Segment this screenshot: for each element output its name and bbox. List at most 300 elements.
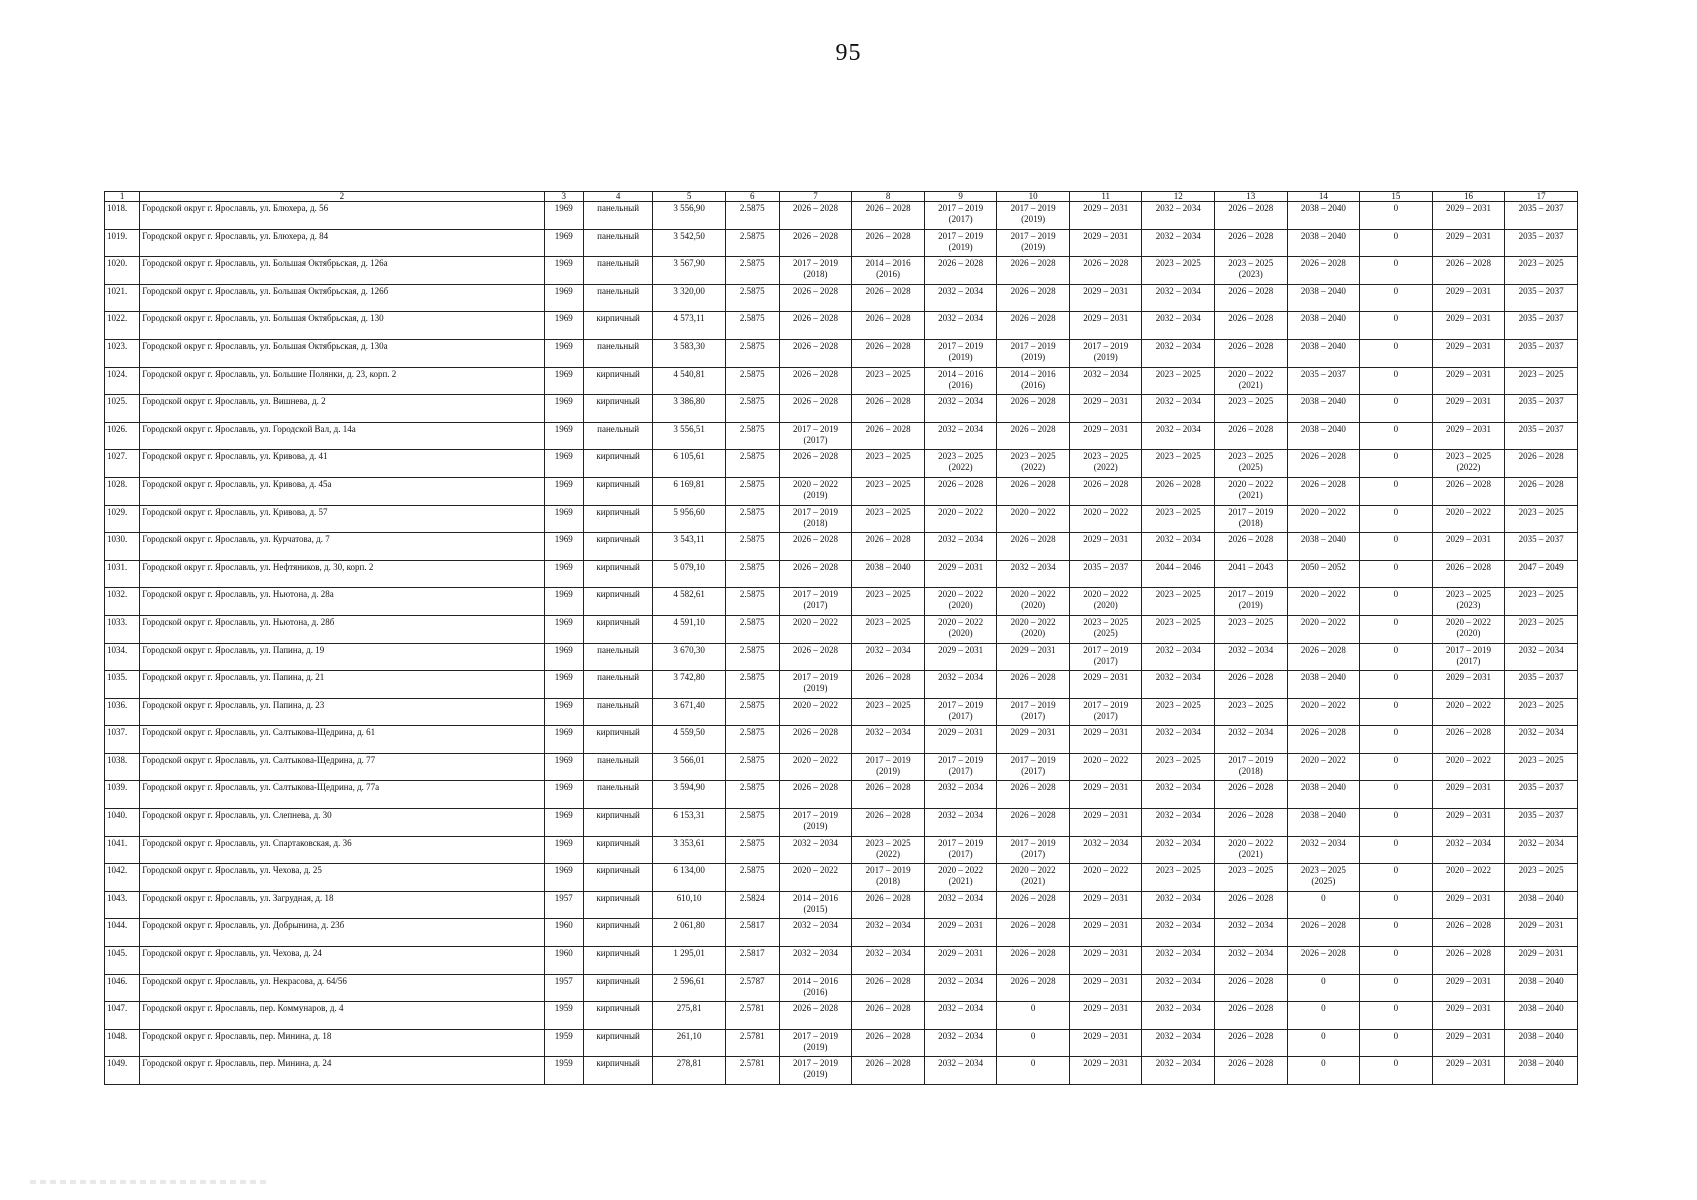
area-cell: 4 582,61 [653,588,726,616]
col-13-cell: 2026 – 2028 [1215,1057,1288,1085]
col-17-cell: 2023 – 2025 [1505,753,1578,781]
planned-year-text: (2018) [1238,517,1263,528]
wall-material-cell: панельный [583,339,652,367]
column-header-10: 10 [997,192,1070,202]
column-header-12: 12 [1142,192,1215,202]
coefficient-cell: 2.5824 [725,891,779,919]
col-16-cell: 2020 – 2022 [1432,698,1505,726]
coefficient-cell: 2.5875 [725,864,779,892]
col-9-cell: 2026 – 2028 [924,477,997,505]
col-10-cell [997,615,1070,643]
col-11-cell: 2029 – 2031 [1069,1029,1142,1057]
planned-year-text: (2017) [948,765,973,776]
row-number-cell: 1032. [105,588,140,616]
col-11-cell: 2020 – 2022 [1069,505,1142,533]
col-16-cell: 2026 – 2028 [1432,477,1505,505]
col-12-cell: 2032 – 2034 [1142,726,1215,754]
col-8-cell: 2026 – 2028 [852,1029,925,1057]
col-17-cell: 2023 – 2025 [1505,615,1578,643]
row-number-cell: 1024. [105,367,140,395]
col-13-cell [1215,477,1288,505]
coefficient-cell: 2.5875 [725,257,779,285]
wall-material-cell: панельный [583,422,652,450]
build-year-cell: 1969 [544,533,583,561]
table-row [105,505,1578,533]
area-cell: 4 573,11 [653,312,726,340]
table-row [105,422,1578,450]
col-16-cell: 2029 – 2031 [1432,229,1505,257]
row-number-cell: 1018. [105,202,140,230]
col-8-cell [852,753,925,781]
col-8-cell: 2032 – 2034 [852,726,925,754]
col-11-cell: 2026 – 2028 [1069,257,1142,285]
coefficient-cell: 2.5817 [725,947,779,975]
col-10-cell: 2026 – 2028 [997,284,1070,312]
planned-year-text: (2019) [803,1069,828,1080]
build-year-cell: 1969 [544,698,583,726]
col-16-cell: 2020 – 2022 [1432,753,1505,781]
col-17-cell: 2032 – 2034 [1505,836,1578,864]
col-15-cell: 0 [1360,339,1433,367]
address-cell: Городской округ г. Ярославль, ул. Салтыкова-Щедрина, д. 77а [140,781,544,809]
row-number-cell: 1038. [105,753,140,781]
col-13-cell: 2026 – 2028 [1215,422,1288,450]
planned-year-text: (2020) [1021,600,1046,611]
period-text: 2017 – 2019 [1010,754,1056,765]
col-14-cell: 2038 – 2040 [1287,312,1360,340]
col-16-cell: 2020 – 2022 [1432,505,1505,533]
col-15-cell: 0 [1360,560,1433,588]
col-12-cell: 2032 – 2034 [1142,229,1215,257]
planned-year-text: (2021) [1238,379,1263,390]
table-row [105,974,1578,1002]
build-year-cell: 1957 [544,891,583,919]
col-9-cell: 2029 – 2031 [924,919,997,947]
col-7-cell [779,1057,852,1085]
col-10-cell: 0 [997,1002,1070,1030]
col-16-cell: 2029 – 2031 [1432,781,1505,809]
col-17-cell: 2035 – 2037 [1505,202,1578,230]
period-text: 2023 – 2025 [938,451,984,462]
period-text: 2020 – 2022 [1010,865,1056,876]
planned-year-text: (2021) [1238,848,1263,859]
col-7-cell: 2026 – 2028 [779,560,852,588]
coefficient-cell: 2.5787 [725,974,779,1002]
col-7-cell [779,588,852,616]
build-year-cell: 1960 [544,947,583,975]
col-8-cell: 2026 – 2028 [852,312,925,340]
wall-material-cell: панельный [583,643,652,671]
col-16-cell [1432,615,1505,643]
period-text: 2020 – 2022 [1010,616,1056,627]
col-7-cell: 2026 – 2028 [779,312,852,340]
col-9-cell [924,367,997,395]
planned-year-text: (2016) [876,269,901,280]
planned-year-text: (2016) [803,986,828,997]
build-year-cell: 1969 [544,643,583,671]
col-14-cell: 2020 – 2022 [1287,615,1360,643]
col-11-cell: 2029 – 2031 [1069,229,1142,257]
wall-material-cell: кирпичный [583,1057,652,1085]
col-9-cell: 2029 – 2031 [924,947,997,975]
col-14-cell: 2026 – 2028 [1287,450,1360,478]
col-15-cell: 0 [1360,891,1433,919]
col-9-cell [924,588,997,616]
col-10-cell [997,450,1070,478]
table-row [105,698,1578,726]
area-cell: 261,10 [653,1029,726,1057]
build-year-cell: 1959 [544,1057,583,1085]
build-year-cell: 1957 [544,974,583,1002]
col-14-cell: 2035 – 2037 [1287,367,1360,395]
col-14-cell: 2020 – 2022 [1287,753,1360,781]
col-7-cell: 2032 – 2034 [779,947,852,975]
col-10-cell [997,202,1070,230]
col-10-cell: 2026 – 2028 [997,974,1070,1002]
planned-year-text: (2019) [948,351,973,362]
col-10-cell: 2026 – 2028 [997,533,1070,561]
wall-material-cell: панельный [583,202,652,230]
col-17-cell: 2023 – 2025 [1505,864,1578,892]
planned-year-text: (2018) [876,876,901,887]
period-text: 2017 – 2019 [793,1058,839,1069]
planned-year-text: (2017) [1093,655,1118,666]
col-14-cell: 2020 – 2022 [1287,698,1360,726]
col-12-cell: 2032 – 2034 [1142,533,1215,561]
period-text: 2023 – 2025 [1445,451,1491,462]
planned-year-text: (2019) [1021,351,1046,362]
col-11-cell [1069,339,1142,367]
col-12-cell: 2032 – 2034 [1142,809,1215,837]
address-cell: Городской округ г. Ярославль, ул. Нефтяников, д. 30, корп. 2 [140,560,544,588]
col-12-cell: 2023 – 2025 [1142,588,1215,616]
col-13-cell: 2026 – 2028 [1215,781,1288,809]
col-17-cell: 2026 – 2028 [1505,477,1578,505]
col-11-cell: 2020 – 2022 [1069,753,1142,781]
col-7-cell [779,671,852,699]
period-text: 2017 – 2019 [1228,506,1274,517]
col-13-cell [1215,505,1288,533]
table-row [105,560,1578,588]
col-11-cell: 2029 – 2031 [1069,284,1142,312]
col-14-cell: 2038 – 2040 [1287,202,1360,230]
col-12-cell: 2032 – 2034 [1142,1002,1215,1030]
col-11-cell: 2026 – 2028 [1069,477,1142,505]
col-9-cell [924,229,997,257]
col-8-cell: 2026 – 2028 [852,671,925,699]
col-17-cell: 2035 – 2037 [1505,229,1578,257]
col-14-cell: 2026 – 2028 [1287,477,1360,505]
address-cell: Городской округ г. Ярославль, ул. Чехова, д. 25 [140,864,544,892]
col-11-cell: 2029 – 2031 [1069,974,1142,1002]
planned-year-text: (2019) [876,765,901,776]
col-7-cell [779,1029,852,1057]
period-text: 2023 – 2025 [865,837,911,848]
col-16-cell: 2029 – 2031 [1432,422,1505,450]
row-number-cell: 1043. [105,891,140,919]
col-15-cell: 0 [1360,864,1433,892]
build-year-cell: 1969 [544,395,583,423]
col-16-cell: 2020 – 2022 [1432,864,1505,892]
col-7-cell: 2026 – 2028 [779,367,852,395]
coefficient-cell: 2.5875 [725,698,779,726]
planned-year-text: (2018) [1238,765,1263,776]
col-11-cell: 2029 – 2031 [1069,919,1142,947]
address-cell: Городской округ г. Ярославль, ул. Слепнева, д. 30 [140,809,544,837]
col-13-cell: 2026 – 2028 [1215,671,1288,699]
col-14-cell: 2020 – 2022 [1287,505,1360,533]
table-body [105,202,1578,1085]
table-row [105,781,1578,809]
planned-year-text: (2016) [948,379,973,390]
period-text: 2014 – 2016 [793,975,839,986]
col-11-cell: 2032 – 2034 [1069,367,1142,395]
col-7-cell: 2026 – 2028 [779,781,852,809]
column-header-6: 6 [725,192,779,202]
area-cell: 6 153,31 [653,809,726,837]
period-text: 2023 – 2025 [1083,616,1129,627]
col-10-cell: 2029 – 2031 [997,643,1070,671]
col-8-cell: 2026 – 2028 [852,339,925,367]
col-15-cell: 0 [1360,974,1433,1002]
col-17-cell: 2035 – 2037 [1505,339,1578,367]
col-9-cell: 2032 – 2034 [924,809,997,837]
col-7-cell: 2026 – 2028 [779,284,852,312]
col-13-cell: 2032 – 2034 [1215,726,1288,754]
column-header-2: 2 [140,192,544,202]
col-10-cell: 2026 – 2028 [997,947,1070,975]
address-cell: Городской округ г. Ярославль, ул. Салтыкова-Щедрина, д. 61 [140,726,544,754]
column-number-row [105,192,1578,202]
address-cell: Городской округ г. Ярославль, ул. Ньютона, д. 28а [140,588,544,616]
col-16-cell: 2026 – 2028 [1432,726,1505,754]
col-15-cell: 0 [1360,505,1433,533]
table-row [105,533,1578,561]
col-8-cell: 2026 – 2028 [852,284,925,312]
col-11-cell: 2032 – 2034 [1069,836,1142,864]
col-9-cell: 2029 – 2031 [924,643,997,671]
coefficient-cell: 2.5875 [725,422,779,450]
col-8-cell: 2023 – 2025 [852,615,925,643]
planned-year-text: (2020) [1093,600,1118,611]
coefficient-cell: 2.5875 [725,671,779,699]
col-17-cell: 2035 – 2037 [1505,422,1578,450]
col-17-cell: 2023 – 2025 [1505,588,1578,616]
col-17-cell: 2038 – 2040 [1505,891,1578,919]
col-9-cell [924,339,997,367]
col-9-cell [924,615,997,643]
col-10-cell [997,229,1070,257]
coefficient-cell: 2.5875 [725,726,779,754]
col-13-cell: 2026 – 2028 [1215,312,1288,340]
period-text: 2017 – 2019 [938,340,984,351]
col-15-cell: 0 [1360,643,1433,671]
col-15-cell: 0 [1360,395,1433,423]
col-16-cell: 2026 – 2028 [1432,947,1505,975]
col-15-cell: 0 [1360,753,1433,781]
col-15-cell: 0 [1360,671,1433,699]
period-text: 2017 – 2019 [793,258,839,269]
col-15-cell: 0 [1360,809,1433,837]
col-10-cell: 2020 – 2022 [997,505,1070,533]
col-15-cell: 0 [1360,533,1433,561]
period-text: 2017 – 2019 [1228,589,1274,600]
planned-year-text: (2018) [803,269,828,280]
col-10-cell: 2026 – 2028 [997,477,1070,505]
col-9-cell: 2032 – 2034 [924,422,997,450]
period-text: 2017 – 2019 [865,754,911,765]
col-13-cell: 2026 – 2028 [1215,533,1288,561]
area-cell: 6 134,00 [653,864,726,892]
area-cell: 6 169,81 [653,477,726,505]
planned-year-text: (2023) [1238,269,1263,280]
area-cell: 3 386,80 [653,395,726,423]
row-number-cell: 1022. [105,312,140,340]
col-10-cell: 2026 – 2028 [997,257,1070,285]
column-header-4: 4 [583,192,652,202]
col-7-cell: 2026 – 2028 [779,1002,852,1030]
address-cell: Городской округ г. Ярославль, ул. Большая Октябрьская, д. 126а [140,257,544,285]
col-12-cell: 2032 – 2034 [1142,284,1215,312]
col-8-cell: 2023 – 2025 [852,477,925,505]
planned-year-text: (2025) [1238,462,1263,473]
period-text: 2017 – 2019 [1083,644,1129,655]
col-13-cell: 2026 – 2028 [1215,1029,1288,1057]
planned-year-text: (2018) [803,517,828,528]
planned-year-text: (2021) [1238,489,1263,500]
col-8-cell: 2038 – 2040 [852,560,925,588]
col-12-cell: 2023 – 2025 [1142,864,1215,892]
wall-material-cell: панельный [583,698,652,726]
table-row [105,339,1578,367]
col-11-cell: 2020 – 2022 [1069,864,1142,892]
col-8-cell [852,836,925,864]
planned-year-text: (2020) [1456,627,1481,638]
col-15-cell: 0 [1360,477,1433,505]
period-text: 2014 – 2016 [865,258,911,269]
planned-year-text: (2019) [803,683,828,694]
table-row [105,284,1578,312]
column-header-15: 15 [1360,192,1433,202]
col-11-cell: 2029 – 2031 [1069,781,1142,809]
housing-register-table [104,191,1578,1085]
col-12-cell: 2032 – 2034 [1142,947,1215,975]
area-cell: 3 556,90 [653,202,726,230]
col-12-cell: 2032 – 2034 [1142,919,1215,947]
wall-material-cell: кирпичный [583,919,652,947]
col-7-cell: 2026 – 2028 [779,229,852,257]
row-number-cell: 1027. [105,450,140,478]
col-8-cell: 2023 – 2025 [852,588,925,616]
col-13-cell: 2023 – 2025 [1215,615,1288,643]
build-year-cell: 1969 [544,836,583,864]
coefficient-cell: 2.5875 [725,284,779,312]
col-9-cell: 2032 – 2034 [924,1002,997,1030]
col-12-cell: 2032 – 2034 [1142,781,1215,809]
col-14-cell: 2038 – 2040 [1287,781,1360,809]
planned-year-text: (2019) [1093,351,1118,362]
col-10-cell [997,367,1070,395]
row-number-cell: 1046. [105,974,140,1002]
col-12-cell: 2023 – 2025 [1142,505,1215,533]
address-cell: Городской округ г. Ярославль, ул. Блюхера, д. 84 [140,229,544,257]
col-9-cell: 2032 – 2034 [924,312,997,340]
col-7-cell [779,257,852,285]
period-text: 2020 – 2022 [1083,589,1129,600]
col-11-cell: 2029 – 2031 [1069,422,1142,450]
address-cell: Городской округ г. Ярославль, ул. Папина, д. 19 [140,643,544,671]
col-8-cell: 2032 – 2034 [852,643,925,671]
col-9-cell [924,836,997,864]
col-16-cell: 2029 – 2031 [1432,202,1505,230]
planned-year-text: (2021) [1021,876,1046,887]
col-12-cell: 2044 – 2046 [1142,560,1215,588]
row-number-cell: 1045. [105,947,140,975]
planned-year-text: (2017) [803,600,828,611]
col-10-cell [997,753,1070,781]
wall-material-cell: кирпичный [583,891,652,919]
row-number-cell: 1047. [105,1002,140,1030]
row-number-cell: 1042. [105,864,140,892]
col-13-cell [1215,588,1288,616]
area-cell: 3 671,40 [653,698,726,726]
col-14-cell: 2038 – 2040 [1287,422,1360,450]
col-14-cell: 2038 – 2040 [1287,671,1360,699]
period-text: 2014 – 2016 [793,892,839,903]
col-10-cell: 0 [997,1029,1070,1057]
col-12-cell: 2023 – 2025 [1142,615,1215,643]
area-cell: 5 079,10 [653,560,726,588]
planned-year-text: (2017) [1021,848,1046,859]
col-12-cell: 2032 – 2034 [1142,395,1215,423]
row-number-cell: 1037. [105,726,140,754]
period-text: 2023 – 2025 [1010,451,1056,462]
col-14-cell: 0 [1287,1057,1360,1085]
build-year-cell: 1969 [544,229,583,257]
table-row [105,202,1578,230]
col-7-cell [779,477,852,505]
row-number-cell: 1034. [105,643,140,671]
col-11-cell: 2029 – 2031 [1069,395,1142,423]
area-cell: 610,10 [653,891,726,919]
period-text: 2017 – 2019 [1010,203,1056,213]
col-9-cell: 2020 – 2022 [924,505,997,533]
col-7-cell: 2032 – 2034 [779,919,852,947]
col-11-cell [1069,450,1142,478]
col-7-cell [779,891,852,919]
row-number-cell: 1023. [105,339,140,367]
col-13-cell: 2026 – 2028 [1215,284,1288,312]
wall-material-cell: кирпичный [583,312,652,340]
area-cell: 4 540,81 [653,367,726,395]
col-13-cell [1215,836,1288,864]
col-8-cell: 2026 – 2028 [852,1002,925,1030]
address-cell: Городской округ г. Ярославль, пер. Минина, д. 18 [140,1029,544,1057]
row-number-cell: 1031. [105,560,140,588]
area-cell: 278,81 [653,1057,726,1085]
col-9-cell [924,450,997,478]
row-number-cell: 1039. [105,781,140,809]
col-16-cell [1432,643,1505,671]
col-12-cell: 2032 – 2034 [1142,1057,1215,1085]
build-year-cell: 1969 [544,339,583,367]
build-year-cell: 1969 [544,312,583,340]
area-cell: 4 591,10 [653,615,726,643]
col-14-cell: 2038 – 2040 [1287,533,1360,561]
col-17-cell: 2047 – 2049 [1505,560,1578,588]
col-13-cell: 2026 – 2028 [1215,1002,1288,1030]
col-14-cell: 0 [1287,974,1360,1002]
